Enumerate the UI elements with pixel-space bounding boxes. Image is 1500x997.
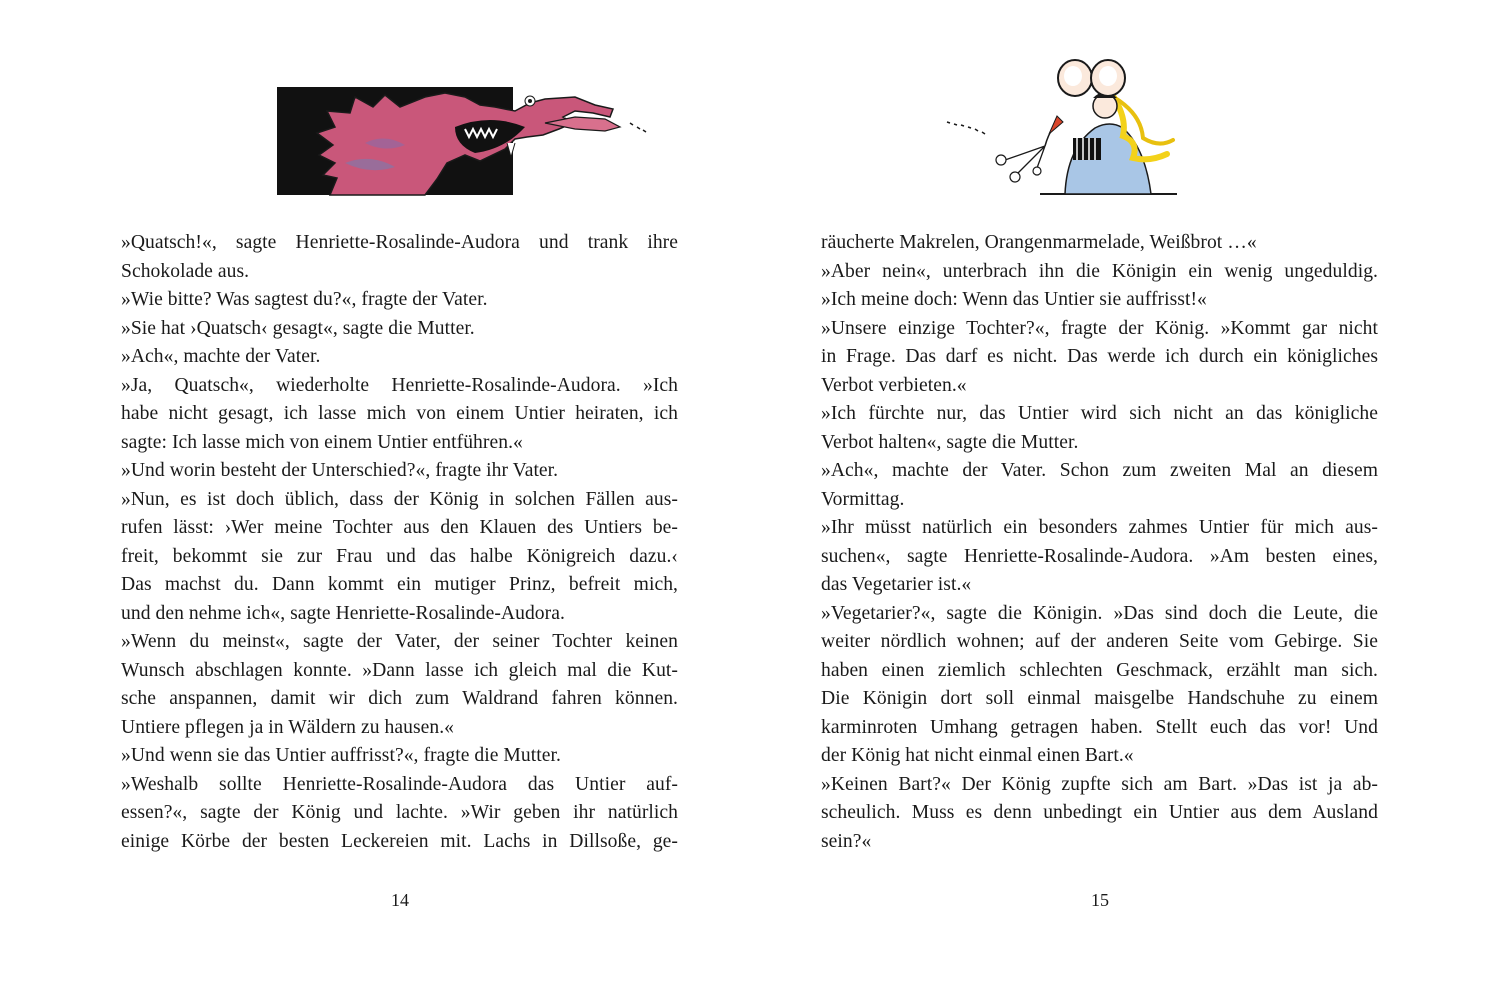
text-line: »Und worin besteht der Unterschied?«, fragte ihr Vater. — [121, 460, 559, 481]
text-line: Das machst du. Dann kommt ein mutiger Prinz, befreit mich, — [121, 574, 678, 595]
text-line: »Keinen Bart?« Der König zupfte sich am Bart. »Das ist ja ab- — [821, 773, 1378, 795]
text-line: rufen lässt: ›Wer meine Tochter aus den Klauen des Untiers be- — [121, 517, 678, 538]
right-page — [750, 0, 1500, 997]
text-line: »Aber nein«, unterbrach ihn die Königin ein wenig ungeduldig. — [821, 260, 1378, 282]
text-line: sche anspannen, damit wir dich zum Waldrand fahren können. — [121, 688, 678, 709]
text-line: »Ich meine doch: Wenn das Untier sie auffrisst!« — [821, 289, 1207, 310]
left-page-text — [121, 229, 678, 856]
text-line: und den nehme ich«, sagte Henriette-Rosalinde-Audora. — [121, 602, 565, 624]
text-line: Die Königin dort soll einmal maisgelbe Handschuhe zu einem — [821, 688, 1378, 709]
text-line: weiter nördlich wohnen; auf der anderen Seite vom Gebirge. Sie — [821, 631, 1378, 652]
text-line: Schokolade aus. — [121, 260, 250, 282]
text-line: Vormittag. — [821, 488, 905, 510]
princess-with-flowers-illustration — [945, 58, 1185, 200]
text-line: »Ich fürchte nur, das Untier wird sich nicht an das königliche — [821, 403, 1378, 424]
text-line: Wunsch abschlagen konnte. »Dann lasse ich gleich mal die Kut- — [121, 659, 678, 681]
text-line: Verbot halten«, sagte die Mutter. — [821, 431, 1079, 453]
text-line: »Und wenn sie das Untier auffrisst?«, fragte die Mutter. — [121, 745, 561, 766]
text-line: »Vegetarier?«, sagte die Königin. »Das sind doch die Leute, die — [821, 602, 1378, 624]
text-line: »Sie hat ›Quatsch‹ gesagt«, sagte die Mutter. — [121, 317, 475, 339]
text-line: karminroten Umhang getragen haben. Stellt euch das vor! Und — [821, 716, 1378, 738]
text-line: der König hat nicht einmal einen Bart.« — [821, 745, 1134, 766]
text-line: sagte: Ich lasse mich von einem Untier entführen.« — [121, 431, 523, 453]
text-line: »Wenn du meinst«, sagte der Vater, der seiner Tochter keinen — [121, 631, 678, 652]
text-line: »Ihr müsst natürlich ein besonders zahmes Untier für mich aus- — [821, 517, 1378, 538]
text-line: Untiere pflegen ja in Wäldern zu hausen.« — [121, 716, 455, 738]
text-line: »Weshalb sollte Henriette-Rosalinde-Audora das Untier auf- — [121, 773, 678, 795]
page-number: 15 — [1091, 890, 1109, 910]
text-line: in Frage. Das darf es nicht. Das werde ich durch ein königliches — [821, 346, 1378, 367]
dragon-monster-illustration — [275, 83, 655, 198]
text-line: »Wie bitte? Was sagtest du?«, fragte der Vater. — [121, 289, 488, 310]
text-line: räucherte Makrelen, Orangenmarmelade, Weißbrot …« — [821, 232, 1257, 253]
text-line: suchen«, sagte Henriette-Rosalinde-Audora. »Am besten eines, — [821, 545, 1378, 567]
right-page-text — [821, 229, 1378, 856]
text-line: habe nicht gesagt, ich lasse mich von einem Untier heiraten, ich — [121, 403, 678, 424]
text-line: Verbot verbieten.« — [821, 374, 967, 396]
text-line: das Vegetarier ist.« — [821, 574, 972, 595]
text-line: »Quatsch!«, sagte Henriette-Rosalinde-Audora und trank ihre — [121, 232, 678, 253]
text-line: haben einen ziemlich schlechten Geschmack, erzählt man sich. — [821, 659, 1378, 681]
text-line: freit, bekommt sie zur Frau und das halbe Königreich dazu.‹ — [121, 545, 678, 567]
text-line: scheulich. Muss es denn unbedingt ein Untier aus dem Ausland — [821, 802, 1378, 823]
text-line: »Unsere einzige Tochter?«, fragte der König. »Kommt gar nicht — [821, 317, 1378, 339]
text-line: »Ach«, machte der Vater. — [121, 346, 321, 367]
text-line: »Nun, es ist doch üblich, dass der König in solchen Fällen aus- — [121, 488, 678, 510]
text-line: »Ach«, machte der Vater. Schon zum zweiten Mal an diesem — [821, 460, 1378, 481]
text-line: »Ja, Quatsch«, wiederholte Henriette-Rosalinde-Audora. »Ich — [121, 374, 678, 396]
page-number: 14 — [391, 890, 409, 910]
text-line: sein?« — [821, 830, 872, 852]
text-line: einige Körbe der besten Leckereien mit. Lachs in Dillsoße, ge- — [121, 830, 678, 852]
text-line: essen?«, sagte der König und lachte. »Wir geben ihr natürlich — [121, 802, 678, 823]
